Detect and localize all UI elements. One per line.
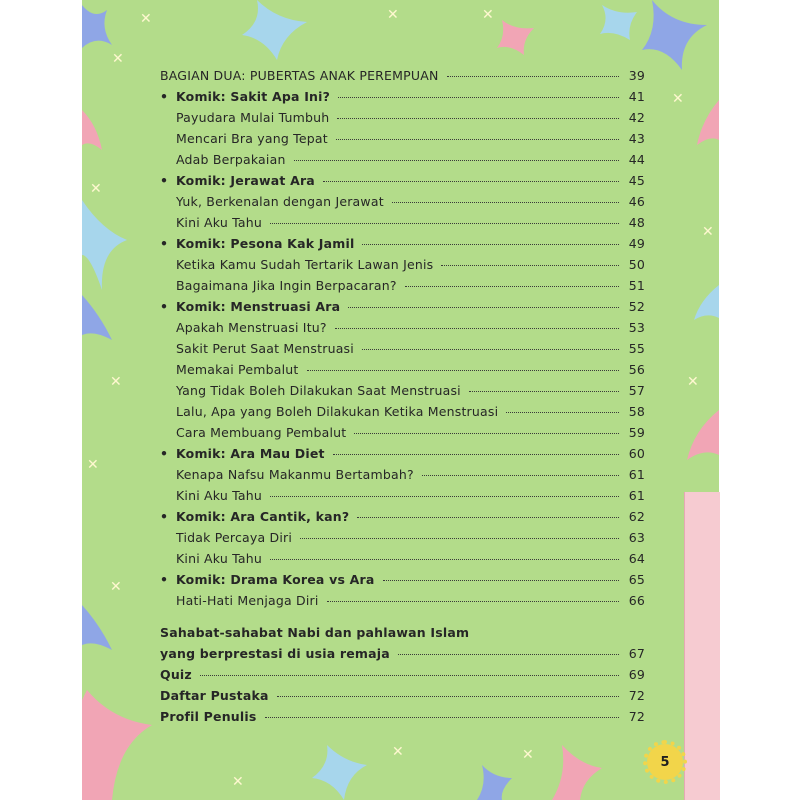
toc-entry[interactable] [160, 688, 645, 709]
dot-leader [294, 160, 619, 161]
toc-entry[interactable] [160, 383, 645, 404]
toc-entry[interactable] [160, 68, 645, 89]
toc-entry-page: 62 [628, 509, 645, 524]
toc-entry-page: 60 [628, 446, 645, 461]
dot-leader [277, 696, 619, 697]
dot-leader [354, 433, 619, 434]
dot-leader [398, 654, 619, 655]
table-of-contents [160, 68, 645, 730]
toc-entry[interactable] [160, 667, 645, 688]
cross-decoration: ✕ [110, 579, 122, 595]
dot-leader [307, 370, 620, 371]
bullet-icon: • [160, 89, 169, 104]
toc-entry-title: Komik: Pesona Kak Jamil [176, 236, 355, 251]
toc-entry[interactable] [160, 341, 645, 362]
toc-entry-page: 55 [628, 341, 645, 356]
toc-entry[interactable] [160, 709, 645, 730]
toc-entry[interactable] [160, 425, 645, 446]
bullet-icon: • [160, 572, 169, 587]
dot-leader [447, 76, 619, 77]
toc-entry[interactable] [160, 404, 645, 425]
toc-entry[interactable] [160, 89, 645, 110]
dot-leader [362, 244, 619, 245]
toc-entry-title: Daftar Pustaka [160, 688, 269, 703]
toc-entry-page: 44 [628, 152, 645, 167]
toc-entry-title: Kini Aku Tahu [176, 488, 263, 503]
page-number-badge [647, 744, 683, 780]
bullet-icon: • [160, 236, 169, 251]
toc-entry[interactable] [160, 593, 645, 614]
cross-decoration: ✕ [87, 457, 99, 473]
dot-leader [392, 202, 619, 203]
toc-entry[interactable] [160, 194, 645, 215]
dot-leader [348, 307, 619, 308]
toc-entry-page: 50 [628, 257, 645, 272]
toc-entry-page: 64 [628, 551, 645, 566]
toc-entry[interactable] [160, 488, 645, 509]
toc-entry-title: Kenapa Nafsu Makanmu Bertambah? [176, 467, 414, 482]
dot-leader [200, 675, 619, 676]
toc-entry[interactable] [160, 152, 645, 173]
toc-entry[interactable] [160, 551, 645, 572]
cross-decoration: ✕ [392, 744, 404, 760]
toc-entry-page: 63 [628, 530, 645, 545]
dot-leader [383, 580, 619, 581]
toc-entry-page: 49 [628, 236, 645, 251]
toc-entry-page: 59 [628, 425, 645, 440]
cross-decoration: ✕ [90, 181, 102, 197]
cross-decoration: ✕ [110, 374, 122, 390]
toc-entry-page: 41 [628, 89, 645, 104]
dot-leader [506, 412, 619, 413]
page-tab [684, 492, 720, 800]
dot-leader [441, 265, 619, 266]
toc-entry-title: Komik: Menstruasi Ara [176, 299, 341, 314]
cross-decoration: ✕ [687, 374, 699, 390]
toc-entry-page: 57 [628, 383, 645, 398]
toc-entry[interactable] [160, 257, 645, 278]
toc-entry-title: Adab Berpakaian [176, 152, 286, 167]
bullet-icon: • [160, 446, 169, 461]
dot-leader [265, 717, 619, 718]
toc-entry[interactable] [160, 362, 645, 383]
dot-leader [336, 139, 619, 140]
cross-decoration: ✕ [702, 224, 714, 240]
toc-entry-page: 67 [628, 646, 645, 661]
bullet-icon: • [160, 509, 169, 524]
toc-entry-page: 42 [628, 110, 645, 125]
dot-leader [362, 349, 619, 350]
dot-leader [469, 391, 619, 392]
dot-leader [405, 286, 619, 287]
toc-entry-title: Komik: Jerawat Ara [176, 173, 315, 188]
toc-entry-title: Quiz [160, 667, 192, 682]
dot-leader [270, 496, 619, 497]
bullet-icon: • [160, 173, 169, 188]
toc-entry-title: BAGIAN DUA: PUBERTAS ANAK PEREMPUAN [160, 68, 439, 83]
toc-entry-page: 53 [628, 320, 645, 335]
dot-leader [300, 538, 619, 539]
dot-leader [337, 118, 619, 119]
toc-entry[interactable] [160, 236, 645, 257]
toc-entry[interactable] [160, 646, 645, 667]
cross-decoration: ✕ [672, 91, 684, 107]
toc-entry[interactable] [160, 467, 645, 488]
toc-entry-page: 69 [628, 667, 645, 682]
dot-leader [357, 517, 619, 518]
cross-decoration: ✕ [482, 7, 494, 23]
dot-leader [338, 97, 619, 98]
toc-entry-page: 48 [628, 215, 645, 230]
toc-entry-page: 46 [628, 194, 645, 209]
toc-entry-title: Sahabat-sahabat Nabi dan pahlawan Islam [160, 625, 470, 640]
toc-entry-title: Sakit Perut Saat Menstruasi [176, 341, 354, 356]
toc-entry-title: Yuk, Berkenalan dengan Jerawat [176, 194, 384, 209]
dot-leader [333, 454, 619, 455]
cross-decoration: ✕ [387, 7, 399, 23]
toc-entry-page: 61 [628, 488, 645, 503]
toc-entry-title: Yang Tidak Boleh Dilakukan Saat Menstruasi [176, 383, 461, 398]
cross-decoration: ✕ [522, 747, 534, 763]
toc-entry-title: Lalu, Apa yang Boleh Dilakukan Ketika Menstruasi [176, 404, 499, 419]
toc-entry-title: Kini Aku Tahu [176, 551, 263, 566]
bullet-icon: • [160, 299, 169, 314]
dot-leader [270, 223, 619, 224]
toc-entry-page: 61 [628, 467, 645, 482]
toc-entry-title: Profil Penulis [160, 709, 257, 724]
toc-entry[interactable] [160, 215, 645, 236]
toc-entry[interactable] [160, 446, 645, 467]
toc-entry-title: yang berprestasi di usia remaja [160, 646, 390, 661]
toc-entry-title: Cara Membuang Pembalut [176, 425, 347, 440]
dot-leader [422, 475, 619, 476]
toc-entry-title: Tidak Percaya Diri [176, 530, 293, 545]
cross-decoration: ✕ [140, 11, 152, 27]
cross-decoration: ✕ [112, 51, 124, 67]
toc-entry-title: Memakai Pembalut [176, 362, 299, 377]
toc-entry-title: Komik: Drama Korea vs Ara [176, 572, 375, 587]
toc-entry-title: Kini Aku Tahu [176, 215, 263, 230]
toc-entry-title: Komik: Ara Mau Diet [176, 446, 325, 461]
toc-entry-page: 72 [628, 709, 645, 724]
toc-entry-page: 66 [628, 593, 645, 608]
dot-leader [327, 601, 619, 602]
toc-entry[interactable] [160, 320, 645, 341]
toc-entry-page: 58 [628, 404, 645, 419]
toc-entry[interactable] [160, 278, 645, 299]
toc-gap [160, 614, 645, 625]
toc-entry-page: 43 [628, 131, 645, 146]
toc-entry-title: Payudara Mulai Tumbuh [176, 110, 330, 125]
toc-entry-page: 45 [628, 173, 645, 188]
toc-entry[interactable] [160, 299, 645, 320]
toc-entry-page: 72 [628, 688, 645, 703]
toc-entry[interactable] [160, 530, 645, 551]
toc-entry-page: 56 [628, 362, 645, 377]
toc-entry-page: 52 [628, 299, 645, 314]
dot-leader [335, 328, 619, 329]
toc-entry-title: Komik: Sakit Apa Ini? [176, 89, 331, 104]
page-number: 5 [660, 754, 670, 770]
toc-entry-title: Komik: Ara Cantik, kan? [176, 509, 350, 524]
toc-entry-page: 39 [628, 68, 645, 83]
toc-entry-title: Hati-Hati Menjaga Diri [176, 593, 319, 608]
toc-entry-title: Apakah Menstruasi Itu? [176, 320, 327, 335]
toc-entry[interactable] [160, 572, 645, 593]
toc-entry[interactable] [160, 625, 645, 646]
toc-entry-title: Mencari Bra yang Tepat [176, 131, 328, 146]
dot-leader [270, 559, 619, 560]
toc-entry[interactable] [160, 131, 645, 152]
cross-decoration: ✕ [232, 774, 244, 790]
toc-entry[interactable] [160, 110, 645, 131]
toc-entry-page: 51 [628, 278, 645, 293]
toc-entry[interactable] [160, 173, 645, 194]
toc-entry-page: 65 [628, 572, 645, 587]
toc-entry-title: Ketika Kamu Sudah Tertarik Lawan Jenis [176, 257, 434, 272]
toc-entry[interactable] [160, 509, 645, 530]
toc-entry-title: Bagaimana Jika Ingin Berpacaran? [176, 278, 397, 293]
dot-leader [323, 181, 619, 182]
